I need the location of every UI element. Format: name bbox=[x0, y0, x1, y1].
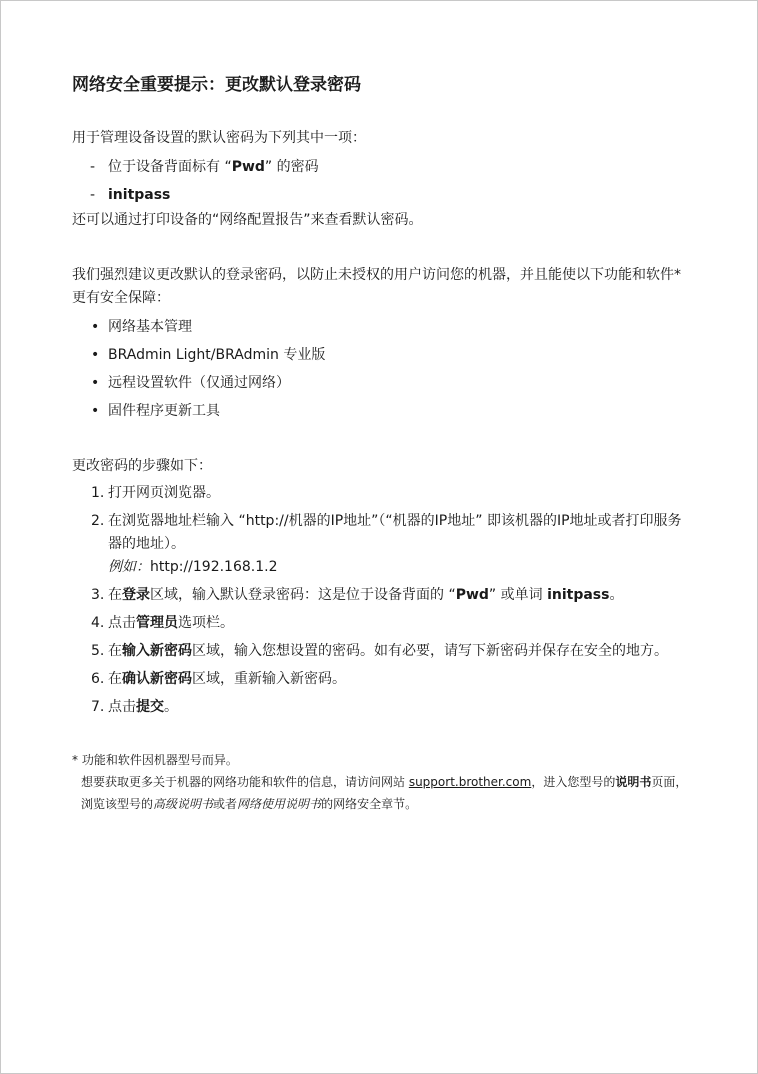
step-item bbox=[72, 640, 692, 663]
footnote-line1: * 功能和软件因机器型号而异。 bbox=[72, 753, 238, 767]
step-number: 4. bbox=[91, 615, 105, 631]
step-text: 点击 bbox=[108, 699, 136, 715]
step-bold: initpass bbox=[547, 587, 610, 603]
item-bold: initpass bbox=[108, 187, 171, 203]
step-text: 区域，重新输入新密码。 bbox=[192, 671, 346, 687]
step-number: 1. bbox=[91, 485, 105, 501]
step-item bbox=[72, 510, 692, 579]
footnote-text: 或者 bbox=[213, 797, 238, 811]
step-text: 在浏览器地址栏输入 “http://机器的IP地址”（“机器的IP地址” 即该机器的IP地址或者打印服务器的地址）。 bbox=[108, 513, 682, 552]
section3-intro: 更改密码的步骤如下： bbox=[72, 458, 212, 474]
spacer bbox=[72, 232, 692, 264]
step-number: 3. bbox=[91, 587, 105, 603]
footnote-text: 想要获取更多关于机器的网络功能和软件的信息，请访问网站 bbox=[81, 775, 409, 789]
footnote-text: 页面，浏览该型号的 bbox=[81, 775, 688, 811]
step-item bbox=[72, 584, 692, 607]
footnote-italic: 网络使用说明书 bbox=[237, 797, 322, 811]
step-number: 6. bbox=[91, 671, 105, 687]
step-bold: Pwd bbox=[455, 587, 489, 603]
footnote-bold: 说明书 bbox=[615, 775, 652, 789]
footnote-body bbox=[72, 771, 692, 815]
step-number: 7. bbox=[91, 699, 105, 715]
step-bold: 提交 bbox=[136, 699, 164, 715]
step-item bbox=[72, 482, 692, 505]
item-bold: Pwd bbox=[231, 159, 265, 175]
step-bold: 管理员 bbox=[136, 615, 178, 631]
list-item: • 固件程序更新工具 bbox=[72, 397, 692, 425]
step-text: 选项栏。 bbox=[178, 615, 234, 631]
step-bold: 登录 bbox=[122, 587, 150, 603]
list-item: • 网络基本管理 bbox=[72, 313, 692, 341]
default-password-list bbox=[72, 153, 692, 209]
step-text: 在 bbox=[108, 671, 122, 687]
step-text: 。 bbox=[164, 699, 178, 715]
feature-list bbox=[72, 313, 692, 425]
footnote-text: ，进入您型号的 bbox=[531, 775, 616, 789]
step-text: 区域，输入默认登录密码：这是位于设备背面的 “ bbox=[150, 587, 456, 603]
spacer bbox=[72, 425, 692, 455]
step-text: 。 bbox=[609, 587, 624, 603]
step-text: ” 或单词 bbox=[488, 587, 548, 603]
footnote bbox=[72, 749, 692, 815]
step-text: 点击 bbox=[108, 615, 136, 631]
list-item: • BRAdmin Light/BRAdmin 专业版 bbox=[72, 341, 692, 369]
list-item: • 远程设置软件（仅通过网络） bbox=[72, 369, 692, 397]
step-number: 2. bbox=[91, 513, 105, 529]
step-text: 在 bbox=[108, 643, 122, 659]
list-item bbox=[72, 153, 692, 181]
example-value: http://192.168.1.2 bbox=[150, 559, 278, 575]
item-text: ” 的密码 bbox=[264, 159, 319, 175]
section1-intro: 用于管理设备设置的默认密码为下列其中一项： bbox=[72, 130, 366, 146]
list-item bbox=[72, 181, 692, 209]
step-item bbox=[72, 696, 692, 719]
step-bold: 确认新密码 bbox=[122, 671, 192, 687]
steps-list bbox=[72, 482, 692, 719]
step-text: 区域，输入您想设置的密码。如有必要，请写下新密码并保存在安全的地方。 bbox=[192, 643, 668, 659]
example-label: 例如： bbox=[108, 559, 150, 575]
section1-outro: 还可以通过打印设备的“网络配置报告”来查看默认密码。 bbox=[72, 212, 423, 228]
example-line bbox=[108, 559, 278, 575]
section2-intro: 我们强烈建议更改默认的登录密码，以防止未授权的用户访问您的机器，并且能使以下功能和软件*更有安全保障： bbox=[72, 267, 681, 306]
item-text: 位于设备背面标有 “ bbox=[108, 159, 232, 175]
step-item bbox=[72, 612, 692, 635]
step-bold: 输入新密码 bbox=[122, 643, 192, 659]
step-text: 在 bbox=[108, 587, 122, 603]
page-title: 网络安全重要提示：更改默认登录密码 bbox=[72, 75, 361, 95]
step-text: 打开网页浏览器。 bbox=[108, 485, 220, 501]
step-number: 5. bbox=[91, 643, 105, 659]
footnote-text: 的网络安全章节。 bbox=[321, 797, 418, 811]
step-item bbox=[72, 668, 692, 691]
footnote-italic: 高级说明书 bbox=[153, 797, 214, 811]
document-content bbox=[72, 71, 692, 815]
support-link[interactable]: support.brother.com bbox=[408, 775, 532, 789]
